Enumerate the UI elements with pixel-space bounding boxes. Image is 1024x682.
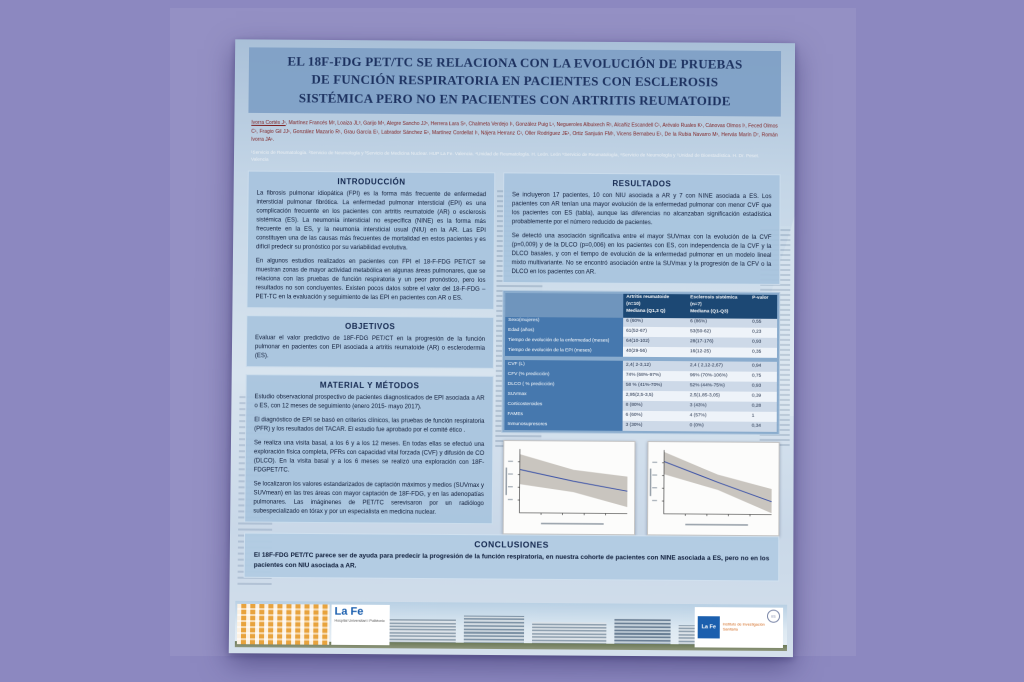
authors-list: [251, 119, 778, 147]
resultados-header: RESULTADOS: [612, 178, 672, 189]
row-value: 61(52-67): [623, 327, 687, 337]
row-value: 6 (60%): [623, 411, 687, 421]
coauthors: , Martínez Francés M², Loaiza JL³, Garijo M⁴, Alegre Sancho JJ⁵, Herrera Lara S⁶, Chalmeta Verdejo I¹, González Puig L¹, Negueroles Albuixech R¹, Alcañiz Escandell C¹, Arévalo Ruales K¹, Cánovas Olmos I¹, Feced Olmos C¹, Fragio Gil JJ¹, González Mazarío R¹, Grau García E¹, Labrador Sánchez E¹, Martínez Cordellat I¹, Nájera Herranz C¹, Oller Rodríguez JE¹, Ortiz Sanjuán FM¹, Vicens Bernabeu E¹, De la Rubia Navarro M¹, Hervás Marín D⁷, Román Ivorra JA¹.: [251, 120, 778, 143]
introduccion-paragraph-1: La fibrosis pulmonar idiopática (FPI) es la forma más frecuente de enfermedad intersticial pulmonar fibrótica. La enfermedad pulmonar intersticial (EPI) es una complicación frecuente en los pacientes con artritis reumatoide (AR) o esclerosis sistémica (ES). La neumonía intersticial no específica (NINE) es la forma más frecuente en la ES, y la neumonía intersticial usual (NIU) en la AR. Las EPI constituyen una de las causas más frecuentes de mortalidad en estos pacientes y es difícil predecir su pronóstico por su variabilidad evolutiva.: [255, 190, 487, 252]
hospital-building: [532, 622, 606, 645]
iis-lafe-logo: [695, 607, 783, 648]
row-value: 0,93: [749, 338, 777, 348]
conclusiones-paragraph: El 18F-FDG PET/TC parece ser de ayuda para predecir la progresión de la función respiratoria, en nuestra cohorte de pacientes con NINE asociada a ES, pero no en los pacientes con NIU asociada a AR.: [253, 551, 770, 570]
table-header-row: [505, 293, 777, 319]
row-value: 2,95(2,5-3,5): [623, 391, 687, 401]
material-paragraph-4: Se localizaron los valores estandarizados de captación máximos y medios (SUVmax y SUVmean) en las tres áreas con mayor captación de 18F-FDG, y en las adenopatías pulmonares. Las imáginenes de PET/TC serevisaron por un radiólogo subespecializado en tórax y por un especialista en medicina nuclear.: [253, 481, 485, 516]
header-pvalor: P-valor: [749, 294, 777, 318]
material-paragraph-1: Estudio observacional prospectivo de pacientes diagnosticados de EPI asociada a AR o ES, con 12 meses de seguimiento (enero 2015- mayo 2017).: [254, 393, 485, 411]
row-label: Corticosteroides: [505, 400, 623, 411]
row-value: 0,93: [749, 382, 777, 392]
affiliations: ¹Servicio de Reumatología. ²Servicio de Neumología y ³Servicio de Medicina Nuclear. HUP La Fe. Valencia. ⁴Unidad de Reumatología. H. León. León ⁵Servicio de Reumatología, ⁶Servicio de Neumología y ⁷Unidad de Bioestadística. H. Dr. Peset. Valencia: [250, 149, 760, 163]
section-material-metodos: [244, 374, 494, 524]
left-column: [244, 170, 495, 534]
row-label: Edad (años): [505, 326, 623, 337]
row-label: DLCO ( % predicción): [505, 380, 623, 391]
first-author: Ivorra Cortés J¹: [251, 120, 286, 127]
content-columns: [244, 170, 781, 536]
right-column: [501, 172, 781, 536]
header-esclerosis: Esclerosis sistémica (n=7) Mediana (Q1-Q3): [687, 294, 749, 318]
row-value: 0,39: [749, 392, 777, 402]
row-value: 53(50-62): [687, 328, 749, 338]
objetivos-paragraph: Evaluar el valor predictivo de 18F-FDG PET/CT en la progresión de la función pulmonar en pacientes con EPI asociada a artritis reumatoide (AR) o esclerodermia (ES).: [254, 334, 486, 359]
row-value: 28(17-176): [687, 338, 749, 348]
hospital-building: [614, 619, 670, 646]
row-label: Inmunosupresores: [504, 420, 622, 431]
row-value: 2,4( 2-3,12): [623, 361, 687, 371]
row-value: 0,75: [749, 372, 777, 382]
iis-logo-subtext: Instituto de Investigación Sanitaria: [722, 622, 765, 632]
row-value: 64(10-102): [623, 337, 687, 347]
row-value: 2,5(1,85-3,05): [687, 391, 749, 401]
campus-photo-strip: [235, 601, 787, 651]
row-value: 3 (30%): [623, 421, 687, 431]
chart-1-svg: [504, 441, 635, 534]
row-value: 6 (60%): [623, 317, 687, 327]
orange-mosaic-logo: [237, 604, 330, 645]
row-value: 52% (44%-75%): [687, 381, 749, 391]
row-value: 0,23: [749, 328, 777, 338]
row-value: 1: [749, 412, 777, 422]
introduccion-paragraph-2: En algunos estudios realizados en pacientes con FPI el 18-F-FDG PET/CT se muestran zonas de mayor actividad metabólica en algunas áreas pulmonares, que se relaciona con las pruebas de función respiratoria y un peor pronóstico, pero los resultados no son concluyentes. Existen pocos datos sobre el valor del 18-F-FDG –PET-TC en la evaluación y seguimiento de las EPI en pacientes con AR o ES.: [255, 257, 486, 302]
title-line-1: EL 18F-FDG PET/TC SE RELACIONA CON LA EVOLUCIÓN DE PRUEBAS: [287, 53, 743, 72]
header-empty: [505, 293, 623, 318]
row-label: Tiempo de evolución de la EPI (meses): [505, 346, 623, 357]
regression-charts: [503, 440, 780, 536]
row-label: FAMEs: [504, 410, 622, 421]
poster-title: [248, 47, 781, 117]
row-label: SUVmax: [505, 390, 623, 401]
lafe-square-logo: La Fe: [698, 616, 720, 638]
title-line-2: DE FUNCIÓN RESPIRATORIA EN PACIENTES CON ESCLEROSIS: [311, 72, 719, 90]
objetivos-header: OBJETIVOS: [344, 321, 396, 331]
resultados-paragraph-1: Se incluyeron 17 pacientes, 10 con NIU asociada a AR y 7 con NINE asociada a ES. Los pacientes con AR tenían una mayor evolución de la enfermedad pulmonar con menor CVF que los pacientes con ES (tabla), aunque las diferencias no alcanzaban significación estadística probablemente por el número reducido de pacientes.: [511, 191, 772, 226]
material-paragraph-3: Se realiza una visita basal, a los 6 y a los 12 meses. En todas ellas se efectuó una exploración física completa, PFRs con capacidad vital forzada (CVF) y difusión de CO (DLCO). En la visita basal y a los 6 meses se realizó una exploración con 18F-FDGPET/TC.: [253, 439, 485, 474]
row-value: 0,34: [749, 422, 777, 432]
header-artritis: Artritis reumatoide (n=10) Mediana (Q1,3 Q): [623, 293, 687, 317]
results-table-wrap: [501, 290, 780, 435]
lafe-logo-subtext: Hospital Universitari i Politècnic: [334, 618, 385, 624]
regression-chart-1: [503, 440, 636, 535]
row-value: 8 (80%): [623, 401, 687, 411]
section-introduccion: [246, 170, 495, 309]
row-value: 58 % (41%-70%): [623, 381, 687, 391]
section-objetivos: [246, 315, 494, 369]
conclusiones-header: CONCLUSIONES: [474, 539, 549, 550]
row-value: 0,55: [749, 318, 777, 328]
hospital-building: [464, 616, 524, 645]
row-value: 6 (86%): [687, 318, 749, 328]
material-header: MATERIAL Y MÉTODOS: [319, 380, 420, 391]
iis-emblem-icon: IIS: [767, 610, 780, 623]
row-value: 0,94: [749, 362, 777, 372]
row-value: 4 (57%): [687, 411, 749, 421]
section-conclusiones: [244, 533, 780, 582]
row-value: 0 (0%): [687, 421, 749, 431]
lafe-hospital-logo: [331, 605, 390, 646]
row-label: Sexo(mujeres): [505, 316, 623, 327]
row-value: 74% (68%-97%): [623, 371, 687, 381]
hospital-building: [385, 619, 455, 644]
row-value: 0,28: [749, 402, 777, 412]
material-paragraph-2: El diagnóstico de EPI se basó en criterios clínicos, las pruebas de función respiratoria (PFR) y los resultados del TACAR. El estudio fue aprobado por el comité ético .: [254, 416, 485, 434]
row-value: 96% (70%-106%): [687, 372, 749, 382]
lafe-logo-text: La Fe: [334, 605, 364, 618]
resultados-paragraph-2: Se detectó una asociación significativa entre el mayor SUVmax con la evolución de la CVF (p=0,009) y de la DLCO (p=0,006) en los pacientes con ES, con independencia de la CVF y la DLCO basales, y con el tiempo de evolución de la enfermedad pulmonar en un modelo lineal mixto multivariante. No se encontró asociación entre la SUVmax y la progresión de la CFV o la DLCO en los pacientes con AR.: [511, 232, 772, 276]
results-table: [504, 293, 777, 432]
row-value: 0,35: [749, 348, 777, 358]
regression-chart-2: [647, 441, 780, 536]
poster: [229, 39, 795, 657]
title-line-3: SISTÉMICA PERO NO EN PACIENTES CON ARTRITIS REUMATOIDE: [298, 90, 731, 109]
row-label: Tiempo de evolución de la enfermedad (meses): [505, 336, 623, 347]
table-row: [504, 420, 776, 432]
chart-2-svg: [648, 442, 779, 535]
results-table-body: [504, 316, 777, 431]
row-value: 2,4 ( 2,12-2,67): [687, 362, 749, 372]
section-resultados: [502, 172, 780, 285]
row-value: 3 (43%): [687, 401, 749, 411]
row-label: CVF (L): [505, 360, 623, 371]
row-value: 16(12-25): [687, 348, 749, 358]
introduccion-header: INTRODUCCIÓN: [337, 176, 406, 187]
row-label: CFV (% predicción): [505, 370, 623, 381]
row-value: 40(29-56): [623, 347, 687, 357]
